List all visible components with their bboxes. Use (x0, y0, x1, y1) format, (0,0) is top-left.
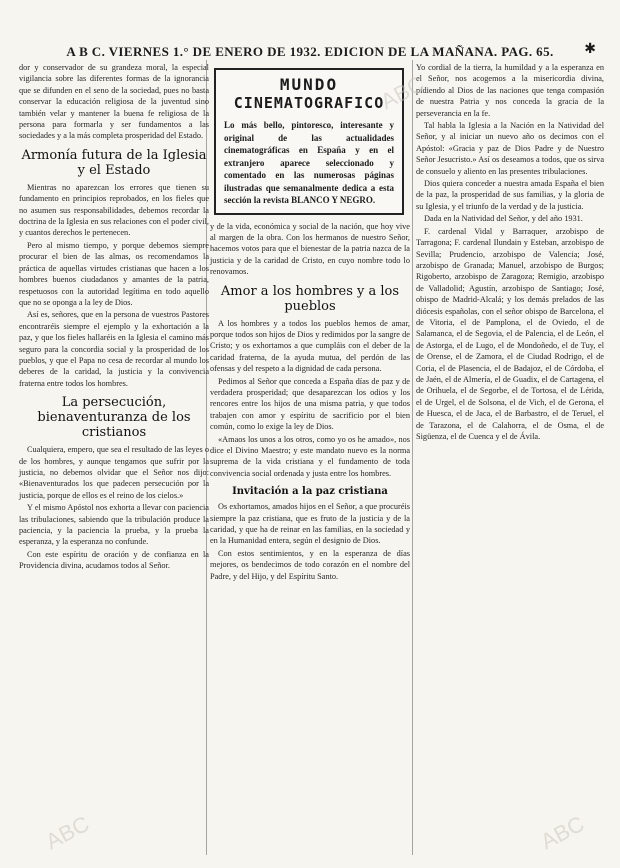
watermark-logo: ABC (536, 810, 589, 855)
paragraph: Pero al mismo tiempo, y porque debemos siempre procurar el bien de las almas, os recomendamos la práctica de aquellas virtudes cristianas que hacen a los hombres buenos ciudadanos y amantes de la patria, respetuosos con la autoridad legítima en todo aquello que no se oponga a la ley de Dios. (19, 240, 209, 307)
paragraph: Cualquiera, empero, que sea el resultado de las leyes o de los hombres, y aunque tengamos que sufrir por la justicia, no debemos olvidar que el Señor nos dijo: «Bienaventurados los que padecen persecución por la justicia, porque de ellos es el reino de los cielos.» (19, 445, 209, 500)
paragraph: Os exhortamos, amados hijos en el Señor, a que procuréis siempre la paz cristiana, que es fruto de la justicia y de la caridad, y que ha de reinar en las familias, en la sociedad y en la Humanidad entera, según el designio de Dios. (210, 502, 410, 546)
paragraph: Con este espíritu de oración y de confianza en la Providencia divina, acudamos todos al Señor. (19, 549, 209, 571)
watermark-logo: ABC (41, 810, 94, 855)
ad-body: Lo más bello, pintoresco, interesante y original de las actualidades cinematográficas en España y en el extranjero aparece seleccionado y comentado en las numerosas páginas ilustradas que semanalmente dedica a esta sección la revista BLANCO Y NEGRO. (224, 120, 394, 205)
section-heading: Amor a los hombres y a los pueblos (220, 283, 400, 314)
paragraph: Dios quiera conceder a nuestra amada España el bien de la paz, la prosperidad de sus familias, y la gloria de su Iglesia, y el triunfo de la verdad y de la justicia. (416, 179, 604, 211)
paragraph: Así es, señores, que en la persona de vuestros Pastores encontraréis siempre el ejemplo y la exhortación a la paz, y que los fieles hallaréis en la Iglesia el camino más seguro para la concordia social y la prosperidad de los pueblos, y que el Papa no cesa de recordar al mundo los deberes de la caridad, la justicia y la convivencia fraterna entre todos los hombres. (19, 310, 209, 388)
paragraph: Dada en la Natividad del Señor, y del año 1931. (424, 214, 583, 224)
paragraph: y de la vida, económica y social de la nación, que hoy vive al margen de la obra. Con los hermanos de nuestro Señor, hacemos votos para que el bienestar de la patria nazca de la justicia y de la caridad de Cristo, en cuyo nombre todo lo renovamos. (210, 221, 410, 277)
section-heading: Armonía futura de la Iglesia y el Estado (21, 147, 207, 178)
section-heading: Invitación a la paz cristiana (232, 486, 388, 498)
paragraph: dor y conservador de su grandeza moral, la especial vigilancia sobre las diferentes formas de la ignorancia que se difunden en el seno de la sociedad, pues no basta conservar la educación religiosa de la juventud sino también velar y mantener la buena fe religiosa de la persona para formarla y ser fundamentos a las sociedades y a la más completa prosperidad del Estado. (19, 63, 209, 141)
watermark-logo: ABC (376, 70, 429, 115)
paragraph: Con estos sentimientos, y en la esperanza de días mejores, os bendecimos de todo corazón en el nombre del Padre, y del Hijo, y del Espíritu Santo. (210, 548, 410, 581)
paragraph: Y el mismo Apóstol nos exhorta a llevar con paciencia las tribulaciones, sabiendo que la tribulación produce la paciencia, y la paciencia la prueba, y la prueba la esperanza, y la esperanza no confunde. (19, 503, 209, 547)
column-right (416, 62, 604, 443)
column-left (19, 62, 209, 573)
paragraph: Tal habla la Iglesia a la Nación en la Natividad del Señor, y al iniciar un nuevo año os decimos con el Apóstol: «Gracia y paz de Dios Padre y de Nuestro Señor Jesucristo.» Así os deseamos a todos, que os sirva de consuelo y aliento en las presentes tribulaciones. (416, 121, 604, 176)
paragraph: Mientras no aparezcan los errores que tienen su fundamento en principios reprobados, en los fieles que no asumen sus responsabilidades, debemos recordar la doctrina de la Iglesia en sus relaciones con el poder civil, y cuantos derechos le pertenecen. (19, 182, 209, 238)
column-rule (412, 60, 413, 855)
ad-subtitle: CINEMATOGRAFICO (233, 94, 385, 112)
paragraph: A los hombres y a todos los pueblos hemos de amar, porque todos son hijos de Dios y redimidos por la sangre de Cristo; y os exhortamos a que cumpláis con el deber de la caridad fraterna, de la ayuda mutua, del perdón de las ofensas y del respeto a la dignidad de cada persona. (210, 318, 410, 374)
header-asterisk-mark: ✱ (584, 41, 596, 57)
paragraph: Pedimos al Señor que conceda a España días de paz y de verdadera prosperidad; que desaparezcan los odios y los rencores entre los hijos de una misma patria, y que todos trabajen con amor y espíritu de sacrificio por el bien común, como lo exige la ley de Dios. (210, 376, 410, 432)
column-middle (210, 62, 410, 583)
paragraph: «Amaos los unos a los otros, como yo os he amado», nos dice el Divino Maestro; y este mandato nuevo es la norma suprema de la vida cristiana y el fundamento de toda convivencia social ordenada y justa entre los hombres. (210, 434, 410, 478)
ad-title: MUNDO (279, 75, 339, 94)
paragraph: Yo cordial de la tierra, la humildad y a la esperanza en el Señor, nos acogemos a la misericordia divina, pidiendo al Dios de las naciones que tenga compasión de nuestra Patria y nos conceda la gracia de la perseverancia en la fe. (416, 63, 604, 118)
page-header: A B C. VIERNES 1.° DE ENERO DE 1932. EDICION DE LA MAÑANA. PAG. 65. (66, 44, 554, 59)
section-heading: La persecución, bienaventuranza de los cristianos (37, 395, 191, 441)
signatures-paragraph: F. cardenal Vidal y Barraquer, arzobispo de Tarragona; F. cardenal Ilundain y Esteban, arzobispo de Sevilla; Prudencio, arzobispo de Valencia; José, arzobispo de Granada; Manuel, arzobispo de Burgos; Rigoberto, arzobispo de Zaragoza; Remigio, arzobispo de Valladolid; Agustín, arzobispo de Santiago; José, obispo de Madrid-Alcalá; y los demás prelados de las diócesis españolas, con el señor obispo de Barcelona, el de Vitoria, el de Pamplona, el de Oviedo, el de Salamanca, el de Segovia, el de Palencia, el de León, el de Astorga, el de Lugo, el de Mondoñedo, el de Tuy, el de Orense, el de Zamora, el de Ciudad Rodrigo, el de Coria, el de Plasencia, el de Badajoz, el de Córdoba, el de Jaén, el de Almería, el de Guadix, el de Cartagena, el de Orihuela, el de Segorbe, el de Tortosa, el de Lérida, el de Urgel, el de Solsona, el de Vich, el de Gerona, el de Huesca, el de Jaca, el de Barbastro, el de Teruel, el de Tarazona, el de Calahorra, el de Osma, el de Sigüenza, el de Cuenca y el de Ávila. (416, 226, 604, 441)
advertisement-box (214, 68, 404, 215)
